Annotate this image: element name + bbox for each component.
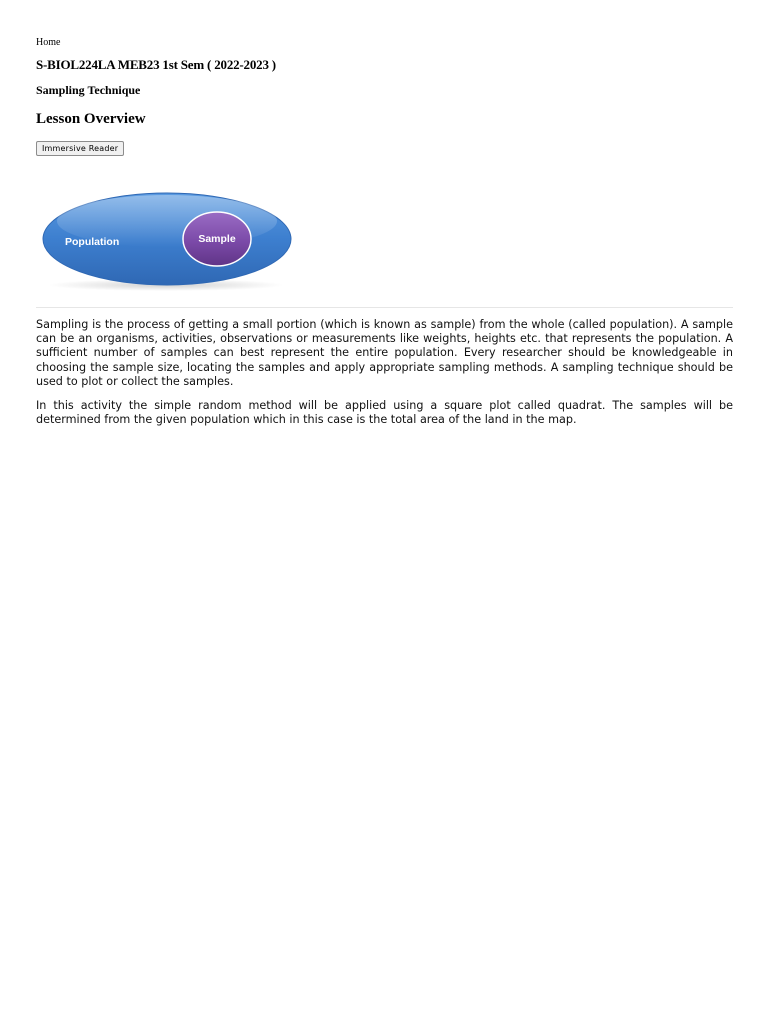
content-divider bbox=[36, 307, 733, 308]
breadcrumb-home-link[interactable]: Home bbox=[36, 37, 61, 48]
lesson-page bbox=[36, 36, 733, 427]
course-title: S-BIOL224LA MEB23 1st Sem ( 2022-2023 ) bbox=[36, 57, 276, 72]
content-paragraph-1: Sampling is the process of getting a small portion (which is known as sample) from the whole (called population). A sample can be an organisms, activities, observations or measurements like weights, heights etc. that represents the population. A sufficient number of samples can best represent the entire population. Every researcher should be knowledgeable in choosing the sample size, locating the samples and apply appropriate sampling methods. A sampling technique should be used to plot or collect the samples. bbox=[36, 318, 733, 388]
population-sample-diagram bbox=[36, 189, 296, 293]
lesson-content bbox=[36, 318, 733, 427]
immersive-reader-button[interactable]: Immersive Reader bbox=[36, 141, 124, 156]
page-title: Lesson Overview bbox=[36, 111, 146, 127]
diagram-svg bbox=[36, 189, 296, 293]
content-paragraph-2: In this activity the simple random method will be applied using a square plot called quadrat. The samples will be determined from the given population which in this case is the total area of the land in the map. bbox=[36, 399, 733, 427]
lesson-name: Sampling Technique bbox=[36, 83, 141, 97]
population-label: Population bbox=[65, 236, 120, 248]
sample-label: Sample bbox=[198, 233, 236, 245]
